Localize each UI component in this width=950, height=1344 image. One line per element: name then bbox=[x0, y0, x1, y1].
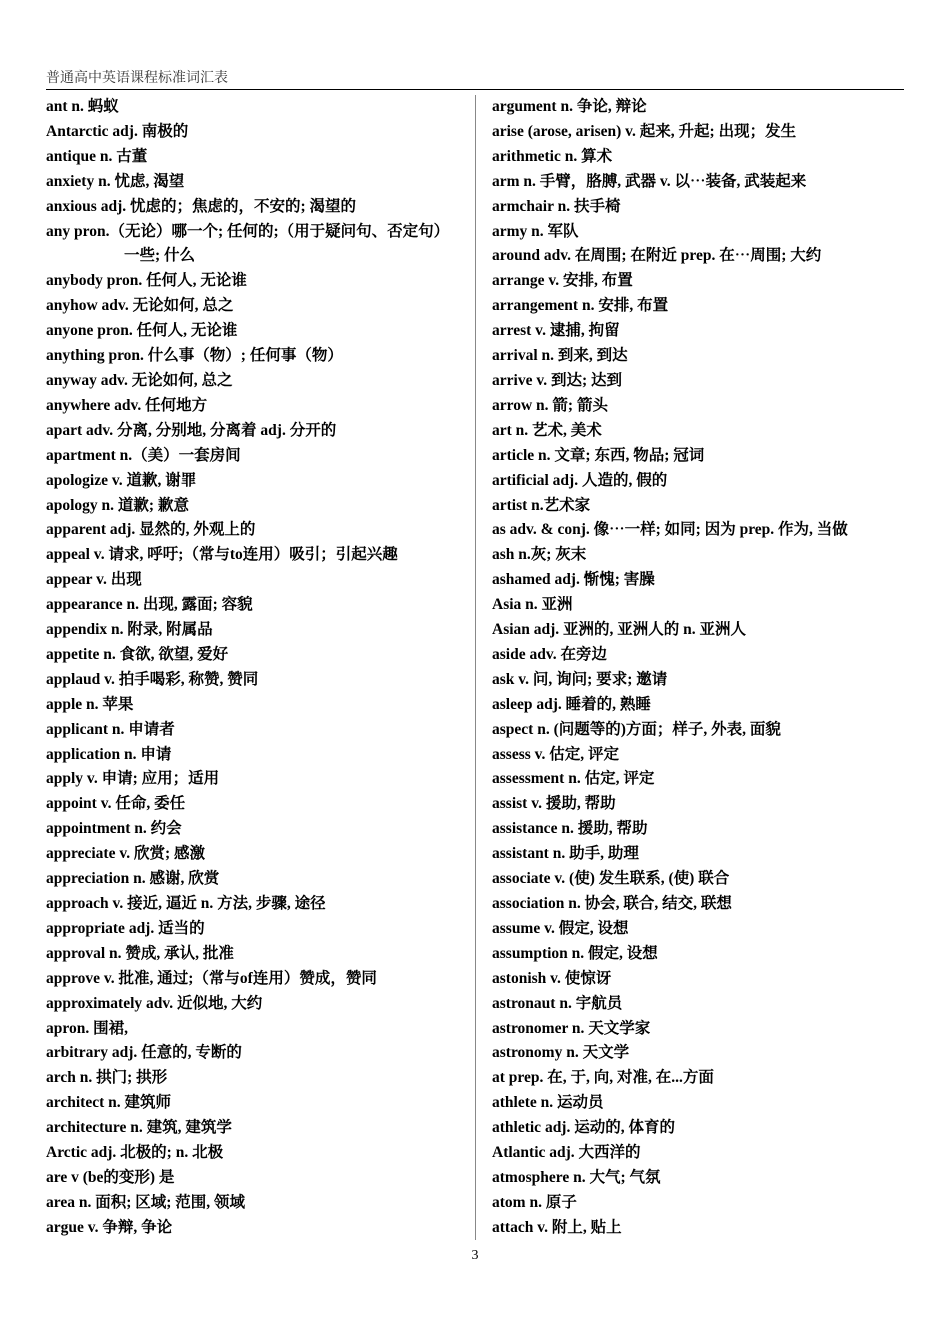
vocab-entry: art n. 艺术, 美术 bbox=[492, 421, 602, 439]
vocab-entry: architecture n. 建筑, 建筑学 bbox=[46, 1119, 232, 1137]
vocab-entry: anxious adj. 忧虑的；焦虑的，不安的; 渴望的 bbox=[46, 197, 357, 215]
page-number: 3 bbox=[471, 1248, 479, 1263]
vocab-entry: assistant n. 助手, 助理 bbox=[492, 845, 639, 863]
vocab-entry: ant n. 蚂蚁 bbox=[46, 98, 119, 115]
column-divider bbox=[475, 95, 476, 1240]
vocab-entry: astronomy n. 天文学 bbox=[492, 1044, 630, 1062]
vocab-entry: appropriate adj. 适当的 bbox=[46, 919, 205, 937]
vocab-entry: aspect n. (问题等的)方面；样子, 外表, 面貌 bbox=[492, 720, 781, 738]
vocab-entry: army n. 军队 bbox=[492, 222, 579, 240]
left-column bbox=[46, 95, 468, 1241]
vocab-entry: argue v. 争辩, 争论 bbox=[46, 1218, 173, 1236]
vocab-entry: approve v. 批准, 通过;（常与of连用）赞成，赞同 bbox=[46, 969, 377, 987]
vocab-entry: arm n. 手臂，胳膊, 武器 v. 以⋯装备, 武装起来 bbox=[492, 172, 807, 190]
vocab-entry: arrange v. 安排, 布置 bbox=[492, 272, 633, 290]
vocab-entry: appendix n. 附录, 附属品 bbox=[46, 621, 213, 639]
vocab-entry: assistance n. 援助, 帮助 bbox=[492, 820, 648, 838]
vocab-entry: anywhere adv. 任何地方 bbox=[46, 396, 208, 414]
vocab-entry: assessment n. 估定, 评定 bbox=[492, 770, 655, 788]
vocab-entry: assess v. 估定, 评定 bbox=[492, 745, 620, 763]
vocab-entry: athletic adj. 运动的, 体育的 bbox=[492, 1119, 675, 1137]
vocab-entry: association n. 协会, 联合, 结交, 联想 bbox=[492, 895, 732, 912]
vocab-entry: appeal v. 请求, 呼吁;（常与to连用）吸引；引起兴趣 bbox=[46, 546, 398, 564]
vocab-entry: arrive v. 到达; 达到 bbox=[492, 371, 623, 389]
vocab-entry: anxiety n. 忧虑, 渴望 bbox=[46, 172, 185, 190]
vocab-entry: arrival n. 到来, 到达 bbox=[492, 347, 628, 365]
vocab-entry: appetite n. 食欲, 欲望, 爱好 bbox=[46, 645, 229, 663]
vocab-entry: at prep. 在, 于, 向, 对准, 在...方面 bbox=[492, 1069, 714, 1087]
vocab-entry: arrest v. 逮捕, 拘留 bbox=[492, 322, 620, 340]
vocab-entry: anybody pron. 任何人, 无论谁 bbox=[46, 272, 247, 290]
vocab-entry: Atlantic adj. 大西洋的 bbox=[492, 1144, 641, 1162]
vocab-entry: ask v. 问, 询问; 要求; 邀请 bbox=[492, 670, 668, 688]
vocab-entry: antique n. 古董 bbox=[46, 147, 148, 165]
vocab-entry: appreciation n. 感谢, 欣赏 bbox=[46, 870, 220, 888]
vocab-entry: applaud v. 拍手喝彩, 称赞, 赞同 bbox=[46, 670, 259, 688]
vocab-entry: anyway adv. 无论如何, 总之 bbox=[46, 371, 233, 389]
vocab-entry: arbitrary adj. 任意的, 专断的 bbox=[46, 1044, 242, 1062]
vocab-entry: atom n. 原子 bbox=[492, 1193, 577, 1211]
vocab-entry: Antarctic adj. 南极的 bbox=[46, 122, 189, 140]
vocab-entry: apparent adj. 显然的, 外观上的 bbox=[46, 521, 256, 539]
vocab-entry: assist v. 援助, 帮助 bbox=[492, 795, 616, 813]
header-title: 普通高中英语课程标准词汇表 bbox=[46, 71, 228, 86]
vocab-entry: astronaut n. 宇航员 bbox=[492, 994, 623, 1012]
vocab-entry: apply v. 申请; 应用；适用 bbox=[46, 770, 220, 788]
vocab-entry: Asian adj. 亚洲的, 亚洲人的 n. 亚洲人 bbox=[492, 621, 747, 639]
vocab-entry: armchair n. 扶手椅 bbox=[492, 197, 621, 215]
vocab-entry: atmosphere n. 大气; 气氛 bbox=[492, 1168, 661, 1186]
vocab-entry: apologize v. 道歉, 谢罪 bbox=[46, 471, 197, 489]
vocab-entry: aside adv. 在旁边 bbox=[492, 645, 607, 663]
vocab-entry: article n. 文章; 东西, 物品; 冠词 bbox=[492, 446, 705, 464]
vocab-entry: applicant n. 申请者 bbox=[46, 720, 175, 738]
vocab-entry: arithmetic n. 算术 bbox=[492, 147, 613, 165]
vocab-entry: arise (arose, arisen) v. 起来, 升起; 出现；发生 bbox=[492, 122, 797, 140]
vocab-entry: appear v. 出现 bbox=[46, 571, 142, 589]
vocab-entry: 一些; 什么 bbox=[124, 247, 196, 265]
vocab-entry: arrangement n. 安排, 布置 bbox=[492, 297, 669, 315]
vocab-entry: artist n.艺术家 bbox=[492, 496, 591, 514]
vocab-entry: architect n. 建筑师 bbox=[46, 1094, 171, 1112]
vocab-entry: attach v. 附上, 贴上 bbox=[492, 1218, 622, 1236]
vocab-entry: appoint v. 任命, 委任 bbox=[46, 795, 186, 813]
page-header bbox=[46, 70, 904, 90]
vocab-entry: appointment n. 约会 bbox=[46, 820, 182, 838]
vocab-entry: Asia n. 亚洲 bbox=[492, 596, 573, 614]
vocab-entry: approval n. 赞成, 承认, 批准 bbox=[46, 944, 234, 962]
vocab-entry: anything pron. 什么事（物）; 任何事（物） bbox=[46, 347, 343, 365]
vocab-entry: anyhow adv. 无论如何, 总之 bbox=[46, 297, 234, 315]
vocab-entry: Arctic adj. 北极的; n. 北极 bbox=[46, 1144, 224, 1162]
vocab-entry: ashamed adj. 惭愧; 害臊 bbox=[492, 571, 655, 589]
vocab-entry: arrow n. 箭; 箭头 bbox=[492, 396, 608, 414]
vocab-entry: argument n. 争论, 辩论 bbox=[492, 98, 647, 115]
vocab-entry: application n. 申请 bbox=[46, 745, 172, 763]
vocab-entry: as adv. & conj. 像⋯一样; 如同; 因为 prep. 作为, 当做 bbox=[492, 521, 848, 539]
vocab-entry: apartment n.（美）一套房间 bbox=[46, 446, 241, 464]
vocab-entry: athlete n. 运动员 bbox=[492, 1094, 604, 1112]
vocab-entry: apple n. 苹果 bbox=[46, 695, 134, 713]
vocab-entry: around adv. 在周围; 在附近 prep. 在⋯周围; 大约 bbox=[492, 247, 822, 265]
vocab-entry: associate v. (使) 发生联系, (使) 联合 bbox=[492, 870, 730, 888]
vocab-entry: apology n. 道歉; 歉意 bbox=[46, 496, 189, 514]
vocab-entry: asleep adj. 睡着的, 熟睡 bbox=[492, 695, 651, 713]
vocab-entry: assumption n. 假定, 设想 bbox=[492, 944, 658, 962]
vocab-entry: arch n. 拱门; 拱形 bbox=[46, 1069, 168, 1087]
vocab-entry: apart adv. 分离, 分别地, 分离着 adj. 分开的 bbox=[46, 421, 337, 439]
vocab-entry: ash n.灰; 灰末 bbox=[492, 546, 587, 564]
vocab-entry: approach v. 接近, 逼近 n. 方法, 步骤, 途径 bbox=[46, 895, 326, 912]
vocab-entry: area n. 面积; 区域; 范围, 领域 bbox=[46, 1193, 246, 1211]
vocab-entry: appearance n. 出现, 露面; 容貌 bbox=[46, 596, 253, 614]
vocab-entry: appreciate v. 欣赏; 感激 bbox=[46, 845, 206, 863]
vocab-entry: assume v. 假定, 设想 bbox=[492, 919, 629, 937]
vocab-entry: astonish v. 使惊讶 bbox=[492, 969, 612, 987]
vocab-entry: approximately adv. 近似地, 大约 bbox=[46, 994, 263, 1012]
vocab-entry: artificial adj. 人造的, 假的 bbox=[492, 471, 668, 489]
vocab-entry: any pron.（无论）哪一个; 任何的;（用于疑问句、否定句） bbox=[46, 222, 450, 240]
vocab-entry: anyone pron. 任何人, 无论谁 bbox=[46, 322, 238, 340]
right-column bbox=[492, 95, 912, 1241]
vocab-entry: are v (be的变形) 是 bbox=[46, 1168, 175, 1186]
vocab-entry: astronomer n. 天文学家 bbox=[492, 1019, 651, 1037]
vocab-entry: apron. 围裙, bbox=[46, 1019, 128, 1037]
